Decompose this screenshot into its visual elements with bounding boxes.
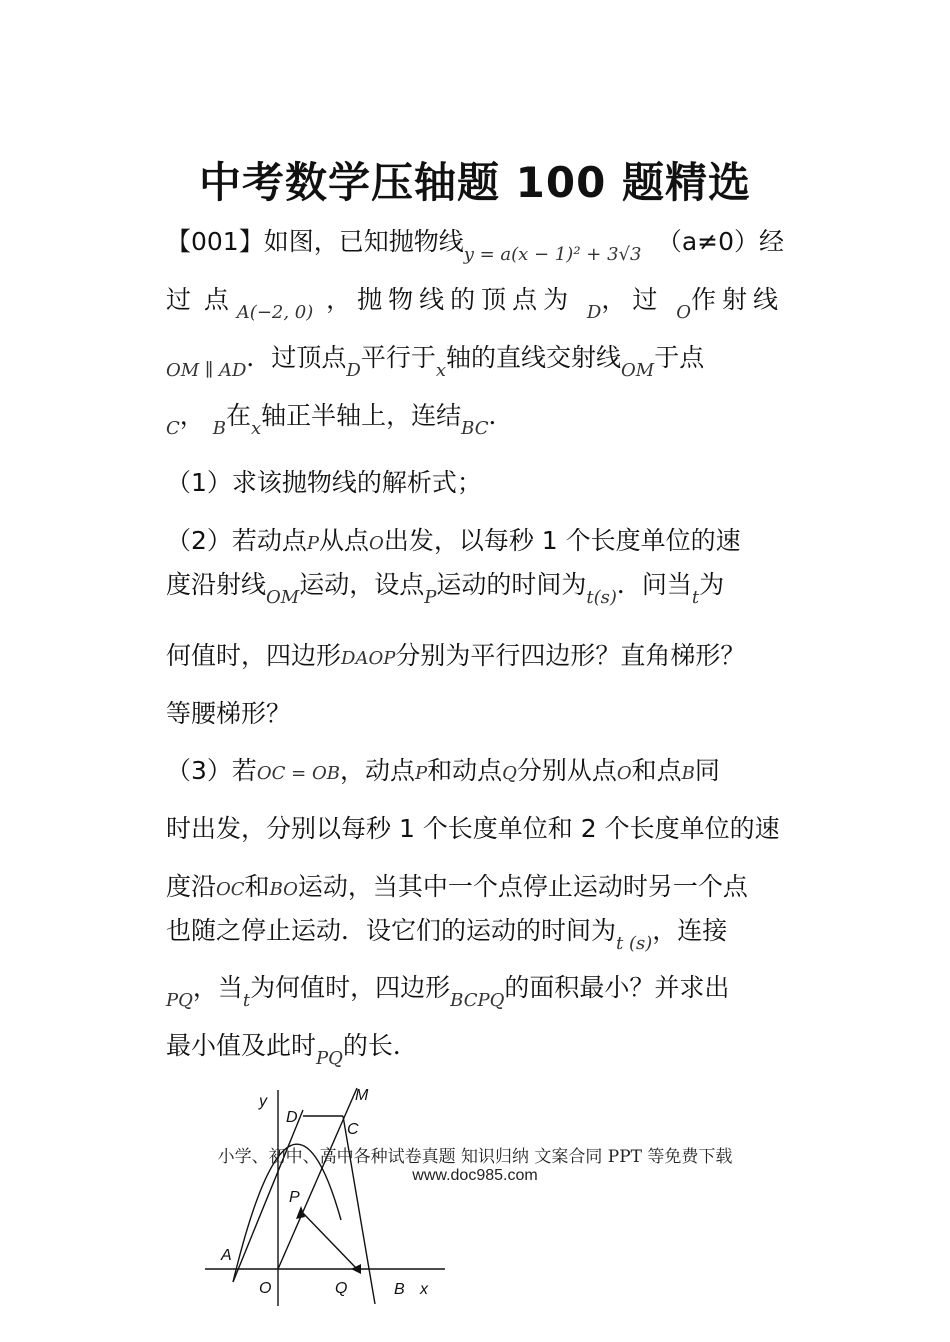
formula-om: OM: [266, 587, 300, 608]
text: 为: [699, 570, 725, 599]
question-3-line-6: [166, 1026, 418, 1069]
formula-d: D: [346, 360, 361, 381]
formula-om-parallel-ad: OM ∥ AD: [166, 360, 247, 381]
segment-pq: [301, 1211, 357, 1269]
text: 何值时，四边形: [166, 641, 342, 670]
question-3-line-4: [166, 911, 728, 954]
question-3-line-5: [166, 968, 730, 1011]
problem-line-4: [166, 396, 514, 439]
label-x: x: [420, 1281, 428, 1298]
text: 和动点: [427, 756, 503, 785]
formula-p: P: [424, 587, 437, 608]
text: 同: [694, 756, 720, 785]
text: （2）若动点: [166, 526, 307, 555]
formula-o: O: [616, 763, 632, 784]
text: 过: [166, 285, 192, 314]
label-o: O: [259, 1280, 272, 1297]
label-m: M: [355, 1087, 369, 1104]
formula-c: C: [166, 418, 180, 439]
question-1: （1）求该抛物线的解析式；: [166, 468, 482, 497]
formula-b: B: [681, 763, 695, 784]
formula-q: Q: [502, 763, 517, 784]
text: 作射线: [690, 285, 784, 314]
formula-p: P: [414, 763, 428, 784]
text: （3）若: [166, 756, 257, 785]
label-q: Q: [335, 1280, 348, 1297]
text: 点: [203, 285, 229, 314]
formula-oc: OC: [216, 879, 245, 900]
text: （a≠0）经: [656, 227, 784, 256]
text: 于点: [654, 343, 705, 372]
watermark-line-1: 小学、初中、高中各种试卷真题 知识归纳 文案合同 PPT 等免费下载: [217, 1147, 733, 1167]
text: 为何值时，四边形: [250, 973, 451, 1002]
question-2-line-2: [166, 565, 725, 608]
label-d: D: [286, 1109, 298, 1126]
formula-b: B: [212, 418, 226, 439]
formula-point-a: A(−2, 0): [236, 302, 314, 323]
formula-bcpq: BCPQ: [450, 990, 505, 1011]
watermark-url: www.doc985.com: [412, 1167, 538, 1184]
label-a: A: [221, 1247, 232, 1264]
formula-x: x: [435, 360, 447, 381]
arrow-q-icon: [351, 1264, 361, 1274]
text: 在: [225, 401, 251, 430]
text: 和点: [631, 756, 682, 785]
text: 的长．: [342, 1031, 418, 1060]
question-2-line-4: 等腰梯形？: [166, 699, 292, 728]
label-p: P: [289, 1189, 300, 1206]
formula-o: O: [676, 302, 691, 323]
text: ．问当: [616, 570, 692, 599]
formula-t: t: [691, 587, 700, 608]
text: 度沿射线: [166, 570, 267, 599]
text: 也随之停止运动．设它们的运动的时间为: [166, 916, 617, 945]
formula-d: D: [586, 302, 602, 323]
geometry-figure: [195, 1082, 455, 1312]
page-title: 中考数学压轴题 100 题精选: [199, 158, 751, 207]
text: 平行于: [360, 343, 436, 372]
text: 运动，设点: [299, 570, 425, 599]
text: 如图，已知抛物线: [263, 227, 464, 256]
formula-t: t: [242, 990, 251, 1011]
formula-pq: PQ: [316, 1048, 343, 1069]
formula-om: OM: [621, 360, 655, 381]
question-2-line-3: [166, 636, 745, 672]
text: ，过: [601, 285, 664, 314]
formula-ts: t (s): [616, 933, 653, 954]
text: ，连接: [652, 916, 728, 945]
formula-oc-eq-ob: OC = OB: [256, 763, 340, 784]
problem-line-3: [166, 338, 705, 381]
text: 的面积最小？并求出: [504, 973, 730, 1002]
problem-line-1: [166, 222, 784, 265]
arrow-p-icon: [296, 1206, 305, 1219]
text: 分别为平行四边形？直角梯形？: [395, 641, 746, 670]
text: 运动的时间为: [436, 570, 587, 599]
text: 轴正半轴上，连结: [261, 401, 462, 430]
question-3-line-2: 时出发，分别以每秒 1 个长度单位和 2 个长度单位的速: [166, 814, 780, 843]
text: ，: [179, 401, 205, 430]
text: 出发，以每秒 1 个长度单位的速: [383, 526, 741, 555]
text: ，当: [192, 973, 243, 1002]
formula-x: x: [251, 418, 262, 439]
text: ．过顶点: [246, 343, 347, 372]
text: 和: [244, 872, 270, 901]
text: 最小值及此时: [166, 1031, 317, 1060]
text: ，动点: [339, 756, 415, 785]
label-c: C: [347, 1121, 359, 1138]
formula-p: P: [306, 533, 320, 554]
problem-number: 【001】: [166, 227, 264, 256]
text: 分别从点: [516, 756, 617, 785]
formula-parabola: y = a(x − 1)² + 3√3: [463, 244, 642, 265]
question-2-line-1: [166, 521, 741, 557]
text: 轴的直线交射线: [446, 343, 622, 372]
formula-pq: PQ: [166, 990, 193, 1011]
text: 度沿: [166, 872, 217, 901]
question-3-line-1: [166, 751, 720, 787]
formula-bo: BO: [269, 879, 298, 900]
text: ，抛物线的顶点为: [326, 285, 575, 314]
label-y: y: [259, 1093, 267, 1110]
formula-o: O: [369, 533, 384, 554]
problem-line-2: [166, 280, 784, 323]
question-3-line-3: [166, 867, 748, 903]
text: ．: [488, 401, 514, 430]
formula-bc: BC: [461, 418, 489, 439]
formula-ts: t(s): [586, 587, 617, 608]
formula-daop: DAOP: [341, 648, 396, 669]
text: 运动，当其中一个点停止运动时另一个点: [297, 872, 748, 901]
text: 从点: [319, 526, 370, 555]
label-b: B: [394, 1281, 405, 1298]
